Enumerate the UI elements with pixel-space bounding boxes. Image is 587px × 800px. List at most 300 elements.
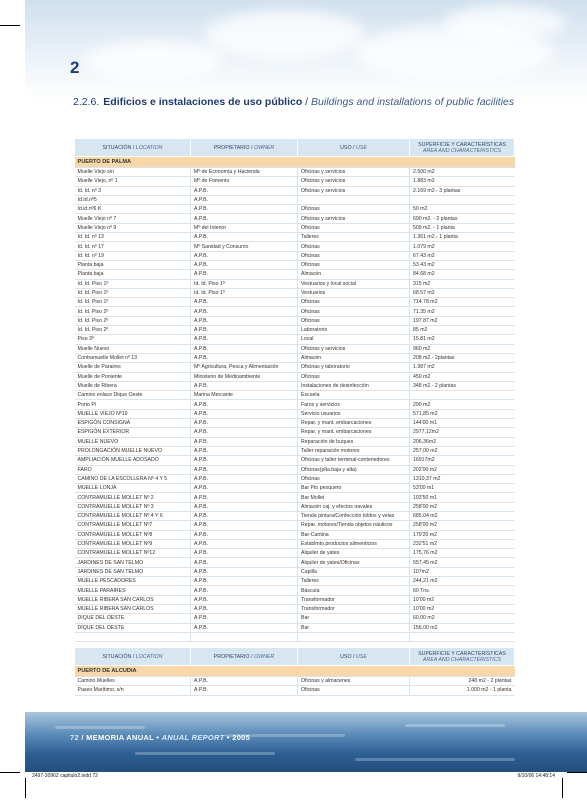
facilities-table-palma (74, 138, 515, 642)
cell-surface: 258'00 m2 (410, 521, 515, 530)
cell-surface (410, 391, 515, 400)
table-row (75, 363, 515, 372)
cell-location: PROLONGACIÓN MUELLE NUEVO (75, 446, 191, 455)
header-surface: SUPERFICIE Y CARACTERÍSTICAS AREA AND CHARACTERISTICS (410, 648, 515, 666)
crop-mark (562, 778, 563, 798)
cell-use: Alquiler de yates (298, 549, 410, 558)
table-row (75, 428, 515, 437)
cell-use: Laboratorio (298, 326, 410, 335)
cell-surface: 53.43 m2 (410, 260, 515, 269)
table-row (75, 279, 515, 288)
table-row (75, 484, 515, 493)
cell-owner: A.P.B. (191, 577, 298, 586)
table-row (75, 335, 515, 344)
cell-owner: Id. Id. Piso 1º (191, 279, 298, 288)
cell-owner: A.P.B. (191, 437, 298, 446)
cell-surface: 156,00 m2 (410, 623, 515, 632)
table-row (75, 186, 515, 195)
table-row (75, 623, 515, 632)
cell-use: Almacén caj. y efectos navales (298, 502, 410, 511)
cell-surface: 15.81 m2 (410, 335, 515, 344)
cell-location: Id. Id. Piso 1º (75, 288, 191, 297)
cell-surface: 509 m2. - 1 planta (410, 223, 515, 232)
cell-use: Oficinas (298, 242, 410, 251)
crop-mark (0, 772, 20, 773)
cell-surface: 348 m2.- 2 plantas (410, 381, 515, 390)
cell-surface: 1.000 m2 - 1 planta (410, 686, 515, 695)
table-row (75, 353, 515, 362)
section-number: 2.2.6. (73, 96, 100, 108)
header-location: SITUACIÓN / LOCATION (75, 139, 191, 157)
cell-owner: Mº del Interior (191, 223, 298, 232)
cell-use: Oficinas (298, 316, 410, 325)
table-row (75, 446, 515, 455)
cell-location: Id. Id. Piso 2º (75, 307, 191, 316)
cell-surface: 10'00 m2 (410, 604, 515, 613)
cell-location: MUELLE VIEJO Nº19 (75, 409, 191, 418)
footer-annual-report: ANUAL REPORT (161, 733, 225, 742)
table-row (75, 686, 515, 695)
cell-use: Reparación de buques (298, 437, 410, 446)
cell-owner: A.P.B. (191, 344, 298, 353)
cell-location: ESPIGÓN CONSIGNA (75, 419, 191, 428)
table-row (75, 577, 515, 586)
cell-use: Repar. y mant. embarcaciones (298, 419, 410, 428)
cell-location: MUELLE PARAIRES (75, 586, 191, 595)
cell-surface: 244,21 m2 (410, 577, 515, 586)
cell-location: Camino Muelles (75, 677, 191, 686)
cell-surface: 232'51 m2 (410, 539, 515, 548)
cell-owner: A.P.B. (191, 595, 298, 604)
cell-use: Oficinas y servicios (298, 177, 410, 186)
header-owner: PROPIETARIO / OWNER (191, 139, 298, 157)
cell-owner: A.P.B. (191, 521, 298, 530)
table-row (75, 595, 515, 604)
cell-location: Piso 3º (75, 335, 191, 344)
table-row (75, 502, 515, 511)
cell-surface: 2.169 m2.- 3 plantas (410, 186, 515, 195)
table-row (75, 511, 515, 520)
table-row (75, 288, 515, 297)
table-row (75, 214, 515, 223)
table-row (75, 567, 515, 576)
page-number: 72 (70, 733, 79, 742)
table-row (75, 549, 515, 558)
cell-surface: 571,85 m2 (410, 409, 515, 418)
cell-owner: A.P.B. (191, 530, 298, 539)
cell-owner (191, 632, 298, 641)
cell-use: Bar-Cantina (298, 530, 410, 539)
cell-use (298, 195, 410, 204)
cell-surface: 1310,37 m2 (410, 474, 515, 483)
cell-owner: A.P.B. (191, 233, 298, 242)
cell-location: Muelle Viejo nº 7 (75, 214, 191, 223)
cell-location: Muelle Viejo s/n (75, 168, 191, 177)
group-row (75, 666, 515, 677)
cell-owner: Id. Id. Piso 1º (191, 288, 298, 297)
cell-surface: 714.78 m2 (410, 298, 515, 307)
cell-location: Id. Id. Piso 1º (75, 279, 191, 288)
cell-surface: 107m2 (410, 567, 515, 576)
table-row (75, 205, 515, 214)
cell-owner: A.P.B. (191, 419, 298, 428)
cell-location: MUELLE LONJA (75, 484, 191, 493)
cell-owner: A.P.B. (191, 567, 298, 576)
cell-location: Planta baja (75, 260, 191, 269)
cell-use: Capilla (298, 567, 410, 576)
cell-use: Oficinas(plta.baja y alta) (298, 465, 410, 474)
cell-location: Id. Id. nº 3 (75, 186, 191, 195)
cell-location: JARDINES DE SAN TELMO (75, 567, 191, 576)
cell-location: MUELLE RIBERA SAN CARLOS (75, 604, 191, 613)
cell-surface: 685,04 m2 (410, 511, 515, 520)
facilities-table-alcudia (74, 647, 515, 696)
cell-owner: A.P.B. (191, 400, 298, 409)
cell-use: Oficinas y servicios (298, 344, 410, 353)
crop-mark (567, 772, 587, 773)
header-surface: SUPERFICIE Y CARACTERÍSTICAS AREA AND CHARACTERISTICS (410, 139, 515, 157)
header-use: USO / USE (298, 648, 410, 666)
cell-owner: A.P.B. (191, 251, 298, 260)
cell-use: Oficinas (298, 251, 410, 260)
cell-surface: 960 m2 (410, 344, 515, 353)
cell-use: Oficinas y taller terminal-contenedores (298, 456, 410, 465)
cell-use: Oficinas (298, 223, 410, 232)
cell-use: Talleres (298, 577, 410, 586)
cell-owner: Mº Agricultura, Pesca y Alimentación (191, 363, 298, 372)
table-row (75, 456, 515, 465)
cell-owner: A.P.B. (191, 677, 298, 686)
table-row (75, 307, 515, 316)
header-location: SITUACIÓN / LOCATION (75, 648, 191, 666)
cell-location: Porto Pí (75, 400, 191, 409)
cell-location: Muelle Nuevo (75, 344, 191, 353)
table-row (75, 326, 515, 335)
cell-owner: A.P.B. (191, 205, 298, 214)
cell-use: Faros y servicios (298, 400, 410, 409)
cell-surface: 16917m2 (410, 456, 515, 465)
cell-location: Id. Id. nº 19 (75, 251, 191, 260)
cell-use: Alquiler de yates/Oficinas (298, 558, 410, 567)
cell-surface: 10'00 m2 (410, 595, 515, 604)
cell-owner: A.P.B. (191, 623, 298, 632)
cell-surface: 103'50 m1 (410, 493, 515, 502)
table-row (75, 465, 515, 474)
cell-owner: A.P.B. (191, 456, 298, 465)
cell-owner: A.P.B. (191, 539, 298, 548)
cell-use: Oficinas (298, 298, 410, 307)
cell-surface: 1.883 m2 (410, 177, 515, 186)
table-row (75, 233, 515, 242)
table-row (75, 177, 515, 186)
table-row (75, 251, 515, 260)
cell-surface: 68.57 m2 (410, 288, 515, 297)
cell-surface: 450 m2 (410, 372, 515, 381)
cell-surface: 85 m2 (410, 326, 515, 335)
cell-owner: A.P.B. (191, 502, 298, 511)
cell-surface: 258'00 m2 (410, 502, 515, 511)
cell-surface: 208 m2.- 2plantas (410, 353, 515, 362)
cell-surface: 2.500 m2 (410, 168, 515, 177)
table-row (75, 381, 515, 390)
cell-location: Planta baja (75, 270, 191, 279)
cell-surface: 179'20 m2 (410, 530, 515, 539)
table-row (75, 539, 515, 548)
table-row (75, 242, 515, 251)
cell-owner: A.P.B. (191, 353, 298, 362)
cell-surface: 248 m2 - 2 plantas (410, 677, 515, 686)
cell-owner: Mº de Fomento (191, 177, 298, 186)
cell-use: Vestuarios y local social (298, 279, 410, 288)
table-header-row (75, 139, 515, 157)
title-separator: / (302, 96, 312, 108)
table-row (75, 409, 515, 418)
table-row (75, 586, 515, 595)
cell-use: Transformador (298, 604, 410, 613)
cell-use: Escuela (298, 391, 410, 400)
cell-owner: A.P.B. (191, 186, 298, 195)
table-row (75, 604, 515, 613)
cell-surface: 202'00 m2 (410, 465, 515, 474)
cell-surface: 1.987 m2 (410, 363, 515, 372)
cell-owner: A.P.B. (191, 326, 298, 335)
cell-surface: 144'00 m1 (410, 419, 515, 428)
cell-location: ESPIGÓN EXTERIOR (75, 428, 191, 437)
cell-location: CONTRAMUELLE MOLLET Nº12 (75, 549, 191, 558)
cell-use: Oficinas y servicios (298, 168, 410, 177)
table-row (75, 632, 515, 641)
cell-surface: 257,00 m2 (410, 446, 515, 455)
cell-owner: A.P.B. (191, 686, 298, 695)
cell-owner: Marina Mercante (191, 391, 298, 400)
cell-surface: 290 m2 (410, 400, 515, 409)
cell-owner: A.P.B. (191, 474, 298, 483)
cell-surface (410, 195, 515, 204)
table-row (75, 437, 515, 446)
table-row (75, 614, 515, 623)
cell-owner: Mº de Economía y Hacienda (191, 168, 298, 177)
cell-location: Contramuelle Mollet nº 13 (75, 353, 191, 362)
group-label: PUERTO DE PALMA (75, 157, 515, 168)
cell-location: Muelle de Ribera (75, 381, 191, 390)
table-row (75, 223, 515, 232)
cell-use: Bar Mollet (298, 493, 410, 502)
table-row (75, 168, 515, 177)
cell-surface: 84.68 m2 (410, 270, 515, 279)
cell-use: Oficinas y almacenes (298, 677, 410, 686)
cell-location: CONTRAMUELLE MOLLET Nº9 (75, 539, 191, 548)
cell-surface: 50 m2 (410, 205, 515, 214)
cell-surface: 60 Tns. (410, 586, 515, 595)
header-owner: PROPIETARIO / OWNER (191, 648, 298, 666)
cell-owner: A.P.B. (191, 260, 298, 269)
cell-owner: A.P.B. (191, 493, 298, 502)
footer-label (70, 733, 250, 742)
table-row (75, 677, 515, 686)
cell-location: DIQUE DEL OESTE (75, 623, 191, 632)
table-row (75, 419, 515, 428)
cell-location: Id. Id. nº 13 (75, 233, 191, 242)
footer-separator: / (78, 733, 87, 742)
cell-surface: 67.43 m2 (410, 251, 515, 260)
cell-owner: A.P.B. (191, 428, 298, 437)
cell-location: MUELLE PESCADORES (75, 577, 191, 586)
cell-location: CONTRAMUELLE MOLLET Nº8 (75, 530, 191, 539)
cell-owner: A.P.B. (191, 409, 298, 418)
cell-use: Local (298, 335, 410, 344)
footer-year: 2005 (232, 733, 251, 742)
table-row (75, 400, 515, 409)
cell-location: MUELLE NUEVO (75, 437, 191, 446)
cell-use: Instalaciones de desinfección (298, 381, 410, 390)
cell-use: Vestuarios (298, 288, 410, 297)
section-title (73, 96, 514, 108)
cell-use: Bar Pto pesquero (298, 484, 410, 493)
cell-owner: A.P.B. (191, 307, 298, 316)
cell-use (298, 632, 410, 641)
header-use: USO / USE (298, 139, 410, 157)
cell-use: Taller reparación motores (298, 446, 410, 455)
header-sky-image (25, 0, 587, 100)
cell-use: Oficinas y laboratorio (298, 363, 410, 372)
slug-date: 9/10/06 14:48:14 (517, 773, 555, 779)
cell-surface: 71.35 m2 (410, 307, 515, 316)
cell-owner: Ministerio de Medioambiente (191, 372, 298, 381)
cell-location: Id.Id.nº5 (75, 195, 191, 204)
cell-owner: A.P.B. (191, 214, 298, 223)
footer-bullet: • (153, 733, 162, 742)
cell-location: FARO (75, 465, 191, 474)
group-row (75, 157, 515, 168)
table-row (75, 344, 515, 353)
cell-use: Talleres (298, 233, 410, 242)
cell-surface: 2977,12m2 (410, 428, 515, 437)
cell-surface: 557,45 m2 (410, 558, 515, 567)
cell-use: Oficinas y servicios (298, 214, 410, 223)
cell-location: MUELLE RIBERA SAN CARLOS (75, 595, 191, 604)
cell-location: Id.id.nº6 K (75, 205, 191, 214)
cell-use: Oficinas (298, 307, 410, 316)
cell-use: Oficinas (298, 372, 410, 381)
cell-use: Bar (298, 623, 410, 632)
cell-owner: A.P.B. (191, 335, 298, 344)
cell-location: Muelle Viejo nº 9 (75, 223, 191, 232)
cell-location: Id. Id. Piso 2º (75, 326, 191, 335)
cell-owner: A.P.B. (191, 614, 298, 623)
slug-file: 2497-30962 capitulo2.indd 72 (32, 773, 98, 779)
cell-use: Bar (298, 614, 410, 623)
cell-use: Oficinas (298, 260, 410, 269)
cell-use: Oficinas (298, 686, 410, 695)
cell-owner: A.P.B. (191, 298, 298, 307)
cell-surface: 1.079 m2 (410, 242, 515, 251)
cell-surface: 197.87 m2 (410, 316, 515, 325)
section-title-es: Edificios e instalaciones de uso público (103, 96, 303, 108)
cell-owner: A.P.B. (191, 604, 298, 613)
cell-location: Muelle Viejo, nº 1 (75, 177, 191, 186)
crop-mark (0, 25, 20, 26)
cell-owner: A.P.B. (191, 270, 298, 279)
cell-surface: 1.361 m2.- 1 planta (410, 233, 515, 242)
cell-use: Repar. motores/Tienda objetos náuticos (298, 521, 410, 530)
cell-location: Id. Id. Piso 1º (75, 298, 191, 307)
cell-location: Camino enlace Dique Oeste (75, 391, 191, 400)
table-row (75, 270, 515, 279)
cell-owner: A.P.B. (191, 446, 298, 455)
cell-owner: A.P.B. (191, 484, 298, 493)
crop-mark (25, 778, 26, 798)
cell-use: Oficinas y servicios (298, 186, 410, 195)
cell-use: Almacén (298, 270, 410, 279)
cell-location: CONTRAMUELLE MOLLET Nº 3 (75, 502, 191, 511)
cell-use: Repar. y mant. embarcaciones (298, 428, 410, 437)
table-row (75, 391, 515, 400)
cell-surface: 206,36m2 (410, 437, 515, 446)
cell-location: JARDINES DE SAN TELMO (75, 558, 191, 567)
cell-owner: A.P.B. (191, 558, 298, 567)
cell-location: Id. Id. Piso 2º (75, 316, 191, 325)
chapter-number: 2 (70, 58, 80, 77)
cell-use: Almacén (298, 353, 410, 362)
cell-location: CAMINO DE LA ESCOLLERA Nº 4 Y 5 (75, 474, 191, 483)
cell-owner: A.P.B. (191, 195, 298, 204)
table-row (75, 316, 515, 325)
cell-use: Báscula (298, 586, 410, 595)
table-row (75, 298, 515, 307)
cell-use: Transformador (298, 595, 410, 604)
cell-use: Establmto.productos alimenticios (298, 539, 410, 548)
cell-location: CONTRAMUELLE MOLLET Nº 2 (75, 493, 191, 502)
table-row (75, 530, 515, 539)
cell-owner: A.P.B. (191, 511, 298, 520)
table-row (75, 474, 515, 483)
table-row (75, 260, 515, 269)
cell-use: Oficinas (298, 205, 410, 214)
cell-location: CONTRAMUELLE MOLLET Nº7 (75, 521, 191, 530)
table-row (75, 558, 515, 567)
footer-memoria: MEMORIA ANUAL (86, 733, 154, 742)
footer-bullet: • (224, 733, 233, 742)
footer-sea-image (25, 712, 587, 772)
cell-surface: 315 m2 (410, 279, 515, 288)
cell-owner: A.P.B. (191, 549, 298, 558)
cell-location: AMPLIACIÓN MUELLE ADOSADO (75, 456, 191, 465)
cell-owner: A.P.B. (191, 586, 298, 595)
cell-location: Id. Id. nº 17 (75, 242, 191, 251)
cell-location (75, 632, 191, 641)
section-title-en: Buildings and installations of public facilities (311, 96, 515, 108)
cell-owner: A.P.B. (191, 316, 298, 325)
cell-surface: 175,76 m2 (410, 549, 515, 558)
cell-surface (410, 632, 515, 641)
cell-use: Tienda pintura/Confección toldos y velas (298, 511, 410, 520)
table-row (75, 521, 515, 530)
cell-location: Muelle de Paraires (75, 363, 191, 372)
cell-location: Muelle de Poniente (75, 372, 191, 381)
table-row (75, 372, 515, 381)
cell-surface: 60,00 m2 (410, 614, 515, 623)
cell-location: DIQUE DEL OESTE (75, 614, 191, 623)
cell-use: Oficinas (298, 474, 410, 483)
cell-location: Paseo Marítimo, s/n (75, 686, 191, 695)
cell-surface: 690 m2. - 2 plantas (410, 214, 515, 223)
cell-location: CONTRAMUELLE MOLLET Nº 4 Y 6 (75, 511, 191, 520)
cell-surface: 53'00 m1 (410, 484, 515, 493)
cell-use: Servicio usuarios (298, 409, 410, 418)
cell-owner: Mº Sanidad y Consumo (191, 242, 298, 251)
table-row (75, 493, 515, 502)
cell-owner: A.P.B. (191, 465, 298, 474)
